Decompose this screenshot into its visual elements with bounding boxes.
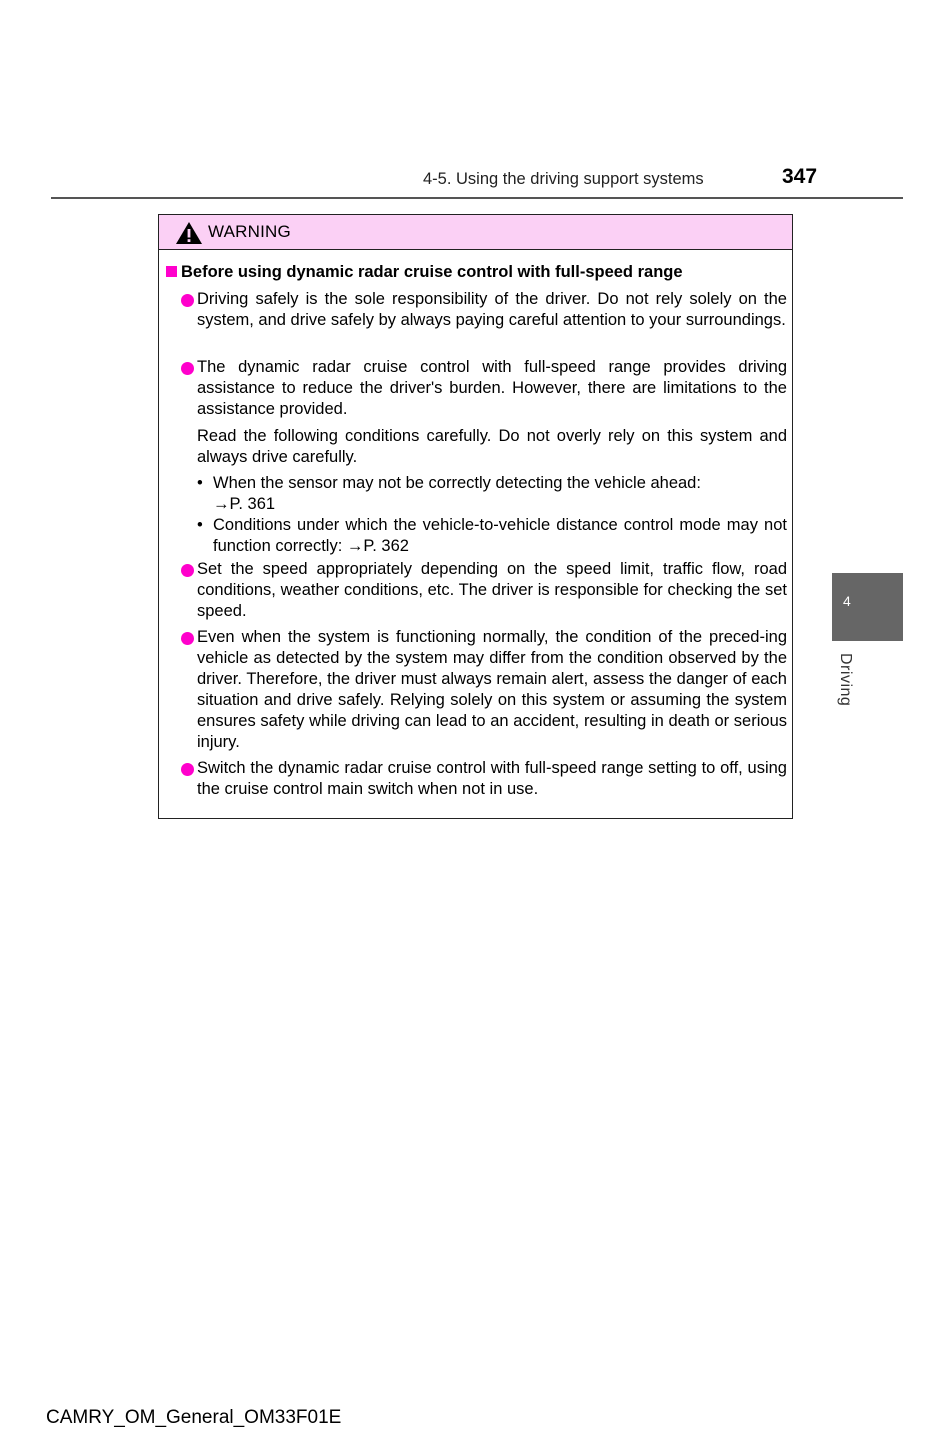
bullet-dot-icon — [181, 564, 194, 577]
footer-doc-id: CAMRY_OM_General_OM33F01E — [46, 1407, 342, 1428]
sub-item-text: When the sensor may not be correctly detecting the vehicle ahead: — [213, 474, 701, 492]
warning-triangle-icon — [175, 221, 203, 245]
read-paragraph: Read the following conditions carefully. Do not overly rely on this system and always drive carefully. — [197, 427, 787, 466]
section-title: 4-5. Using the driving support systems — [423, 170, 704, 188]
sub-list-item-text — [213, 473, 787, 515]
bullet-dot-icon — [181, 294, 194, 307]
sub-list-item-text: Conditions under which the vehicle-to-vehicle distance control mode may not function correctly: →P. 362 — [213, 516, 787, 555]
sub-item-ref: →P. 361 — [213, 495, 276, 513]
bullet-dot-icon — [181, 632, 194, 645]
bullet-dot-icon — [181, 362, 194, 375]
list-item-text: Set the speed appropriately depending on the speed limit, traffic flow, road conditions, weather conditions, etc. The driver is responsible for checking the set speed. — [197, 560, 787, 620]
warning-heading-text: Before using dynamic radar cruise control with full-speed range — [181, 263, 683, 281]
side-tab-number: 4 — [843, 593, 851, 609]
list-item-text: Even when the system is functioning normally, the condition of the preced-ing vehicle as detected by the system may differ from the condition observed by the driver. Therefore, the driver must always remain alert, assess the danger of each situation and drive safely. Relying solely on this system or assuming the system ensures safety while driving can lead to an accident, resulting in death or serious injury. — [197, 628, 787, 751]
warning-label: WARNING — [208, 222, 291, 241]
square-bullet-icon — [166, 266, 177, 277]
list-item-text: Switch the dynamic radar cruise control with full-speed range setting to off, using the cruise control main switch when not in use. — [197, 759, 787, 798]
page-number: 347 — [782, 165, 818, 188]
list-item-text: The dynamic radar cruise control with full-speed range provides driving assistance to reduce the driver's burden. However, there are limitations to the assistance provided. — [197, 358, 787, 418]
side-tab-label: Driving — [837, 653, 854, 707]
warning-heading — [166, 263, 683, 282]
warning-header — [159, 215, 792, 250]
sub-bullet: • — [197, 474, 203, 492]
header-rule — [51, 197, 903, 199]
list-item-text: Driving safely is the sole responsibility of the driver. Do not rely solely on the system, and drive safely by always paying careful attention to your surroundings. — [197, 290, 787, 329]
sub-bullet: • — [197, 516, 203, 534]
bullet-dot-icon — [181, 763, 194, 776]
warning-box — [158, 214, 793, 819]
